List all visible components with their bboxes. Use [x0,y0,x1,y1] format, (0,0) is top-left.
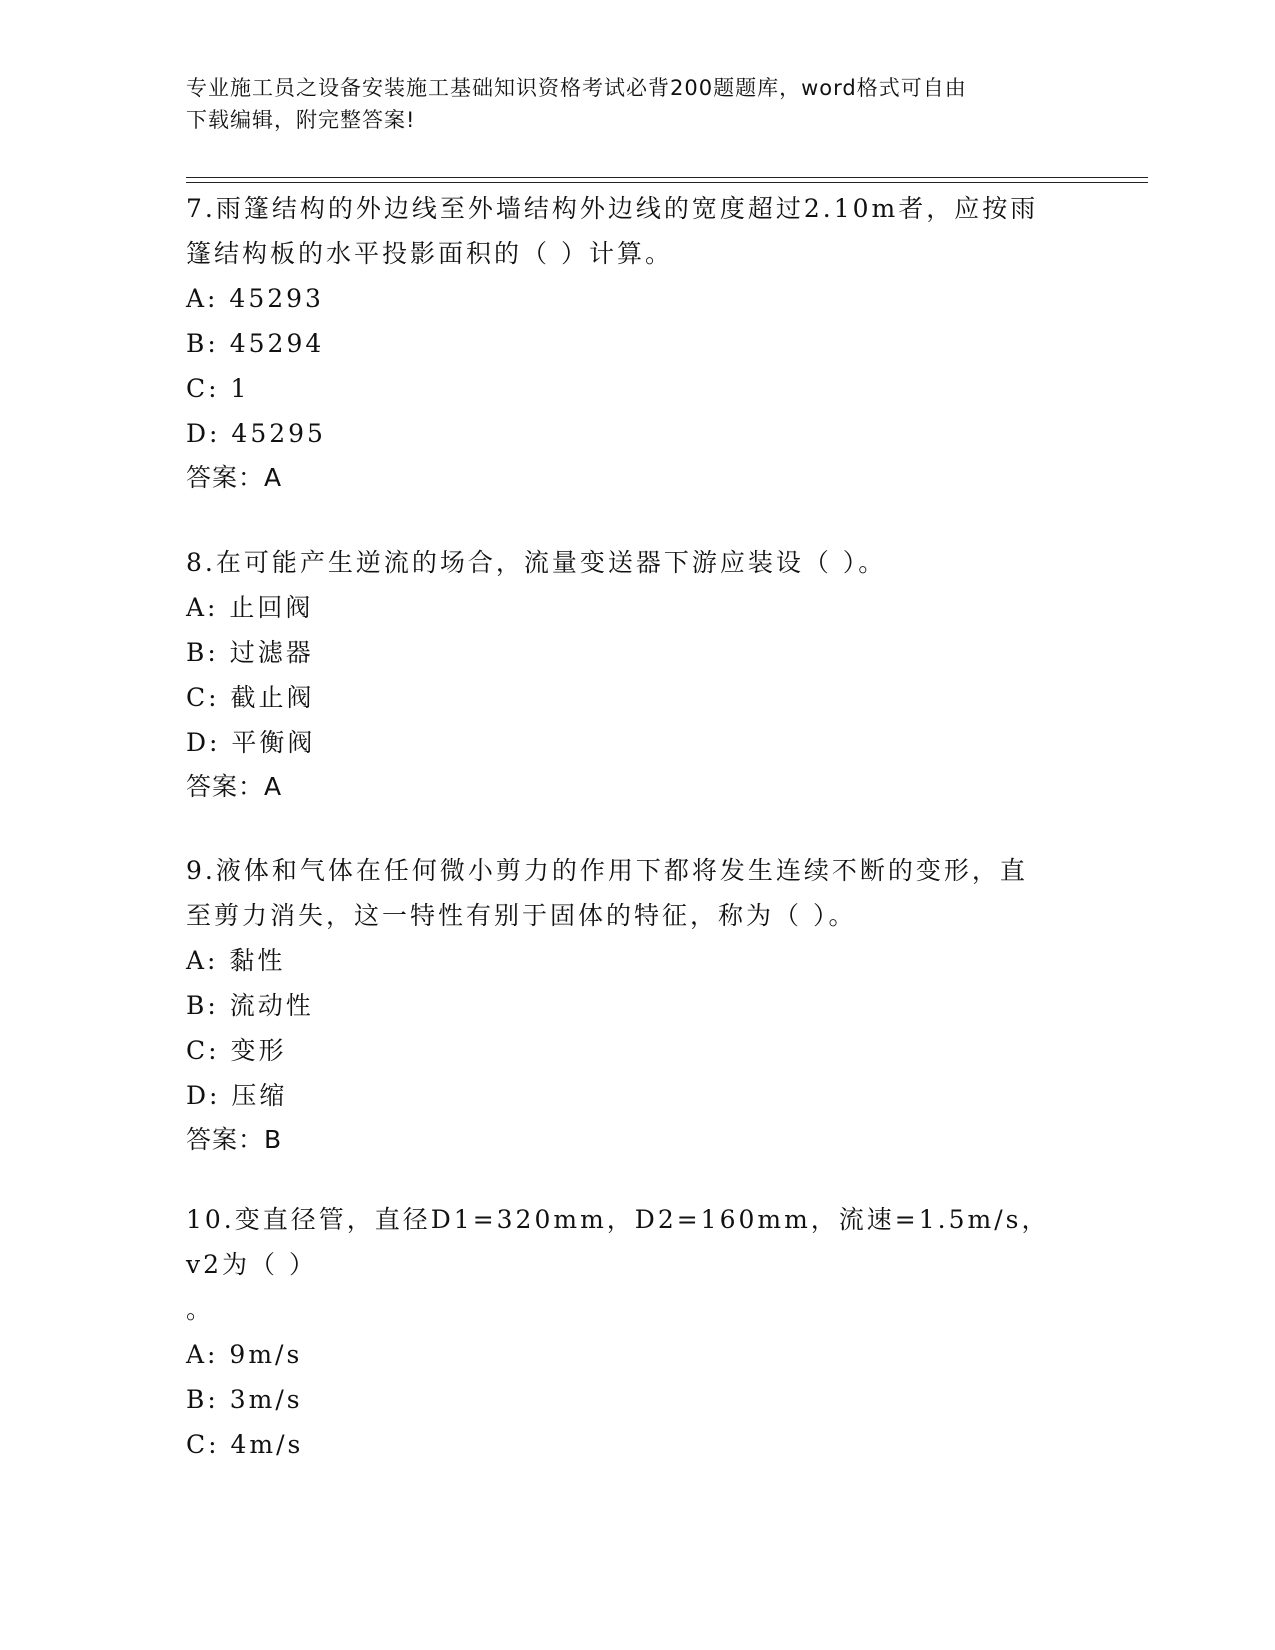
question-8-option-c: C: 截止阀 [186,683,315,712]
question-10 [186,1197,1066,1467]
question-7 [186,186,1066,500]
question-8-option-d: D: 平衡阀 [186,728,316,757]
document-header [186,72,1066,136]
question-10-option-a: A: 9m/s [186,1340,303,1369]
question-8-answer: 答案：A [186,772,283,801]
header-title-line-2: 下载编辑，附完整答案! [186,108,416,132]
question-9 [186,848,1066,1162]
question-7-option-c: C: 1 [186,374,250,403]
question-9-stem-line-2: 至剪力消失，这一特性有别于固体的特征，称为（ ）。 [186,901,857,930]
header-divider-top [186,177,1148,178]
question-10-option-c: C: 4m/s [186,1430,304,1459]
question-9-option-d: D: 压缩 [186,1081,288,1110]
question-9-option-c: C: 变形 [186,1036,287,1065]
question-7-answer: 答案：A [186,463,283,492]
question-10-stem-line-1: 10.变直径管，直径D1=320mm，D2=160mm，流速=1.5m/s，v2为（ ） [186,1205,1050,1279]
question-9-option-b: B: 流动性 [186,991,314,1020]
question-8-option-a: A: 止回阀 [186,593,314,622]
question-8-option-b: B: 过滤器 [186,638,314,667]
question-10-stem-line-2: 。 [186,1295,215,1324]
question-9-stem-line-1: 9.液体和气体在任何微小剪力的作用下都将发生连续不断的变形，直 [186,856,1028,885]
header-divider-bottom [186,182,1148,183]
question-7-stem-line-1: 7.雨篷结构的外边线至外墙结构外边线的宽度超过2.10m者，应按雨 [186,194,1039,223]
question-9-option-a: A: 黏性 [186,946,286,975]
question-7-option-d: D: 45295 [186,419,326,448]
question-9-answer: 答案：B [186,1125,283,1154]
header-title-line-1: 专业施工员之设备安装施工基础知识资格考试必背200题题库，word格式可自由 [186,76,967,100]
question-7-option-b: B: 45294 [186,329,325,358]
question-8 [186,540,1066,809]
question-7-stem-line-2: 篷结构板的水平投影面积的（ ）计算。 [186,239,673,268]
question-10-option-b: B: 3m/s [186,1385,303,1414]
question-8-stem-line-1: 8.在可能产生逆流的场合，流量变送器下游应装设（ ）。 [186,548,887,577]
question-7-option-a: A: 45293 [186,284,324,313]
